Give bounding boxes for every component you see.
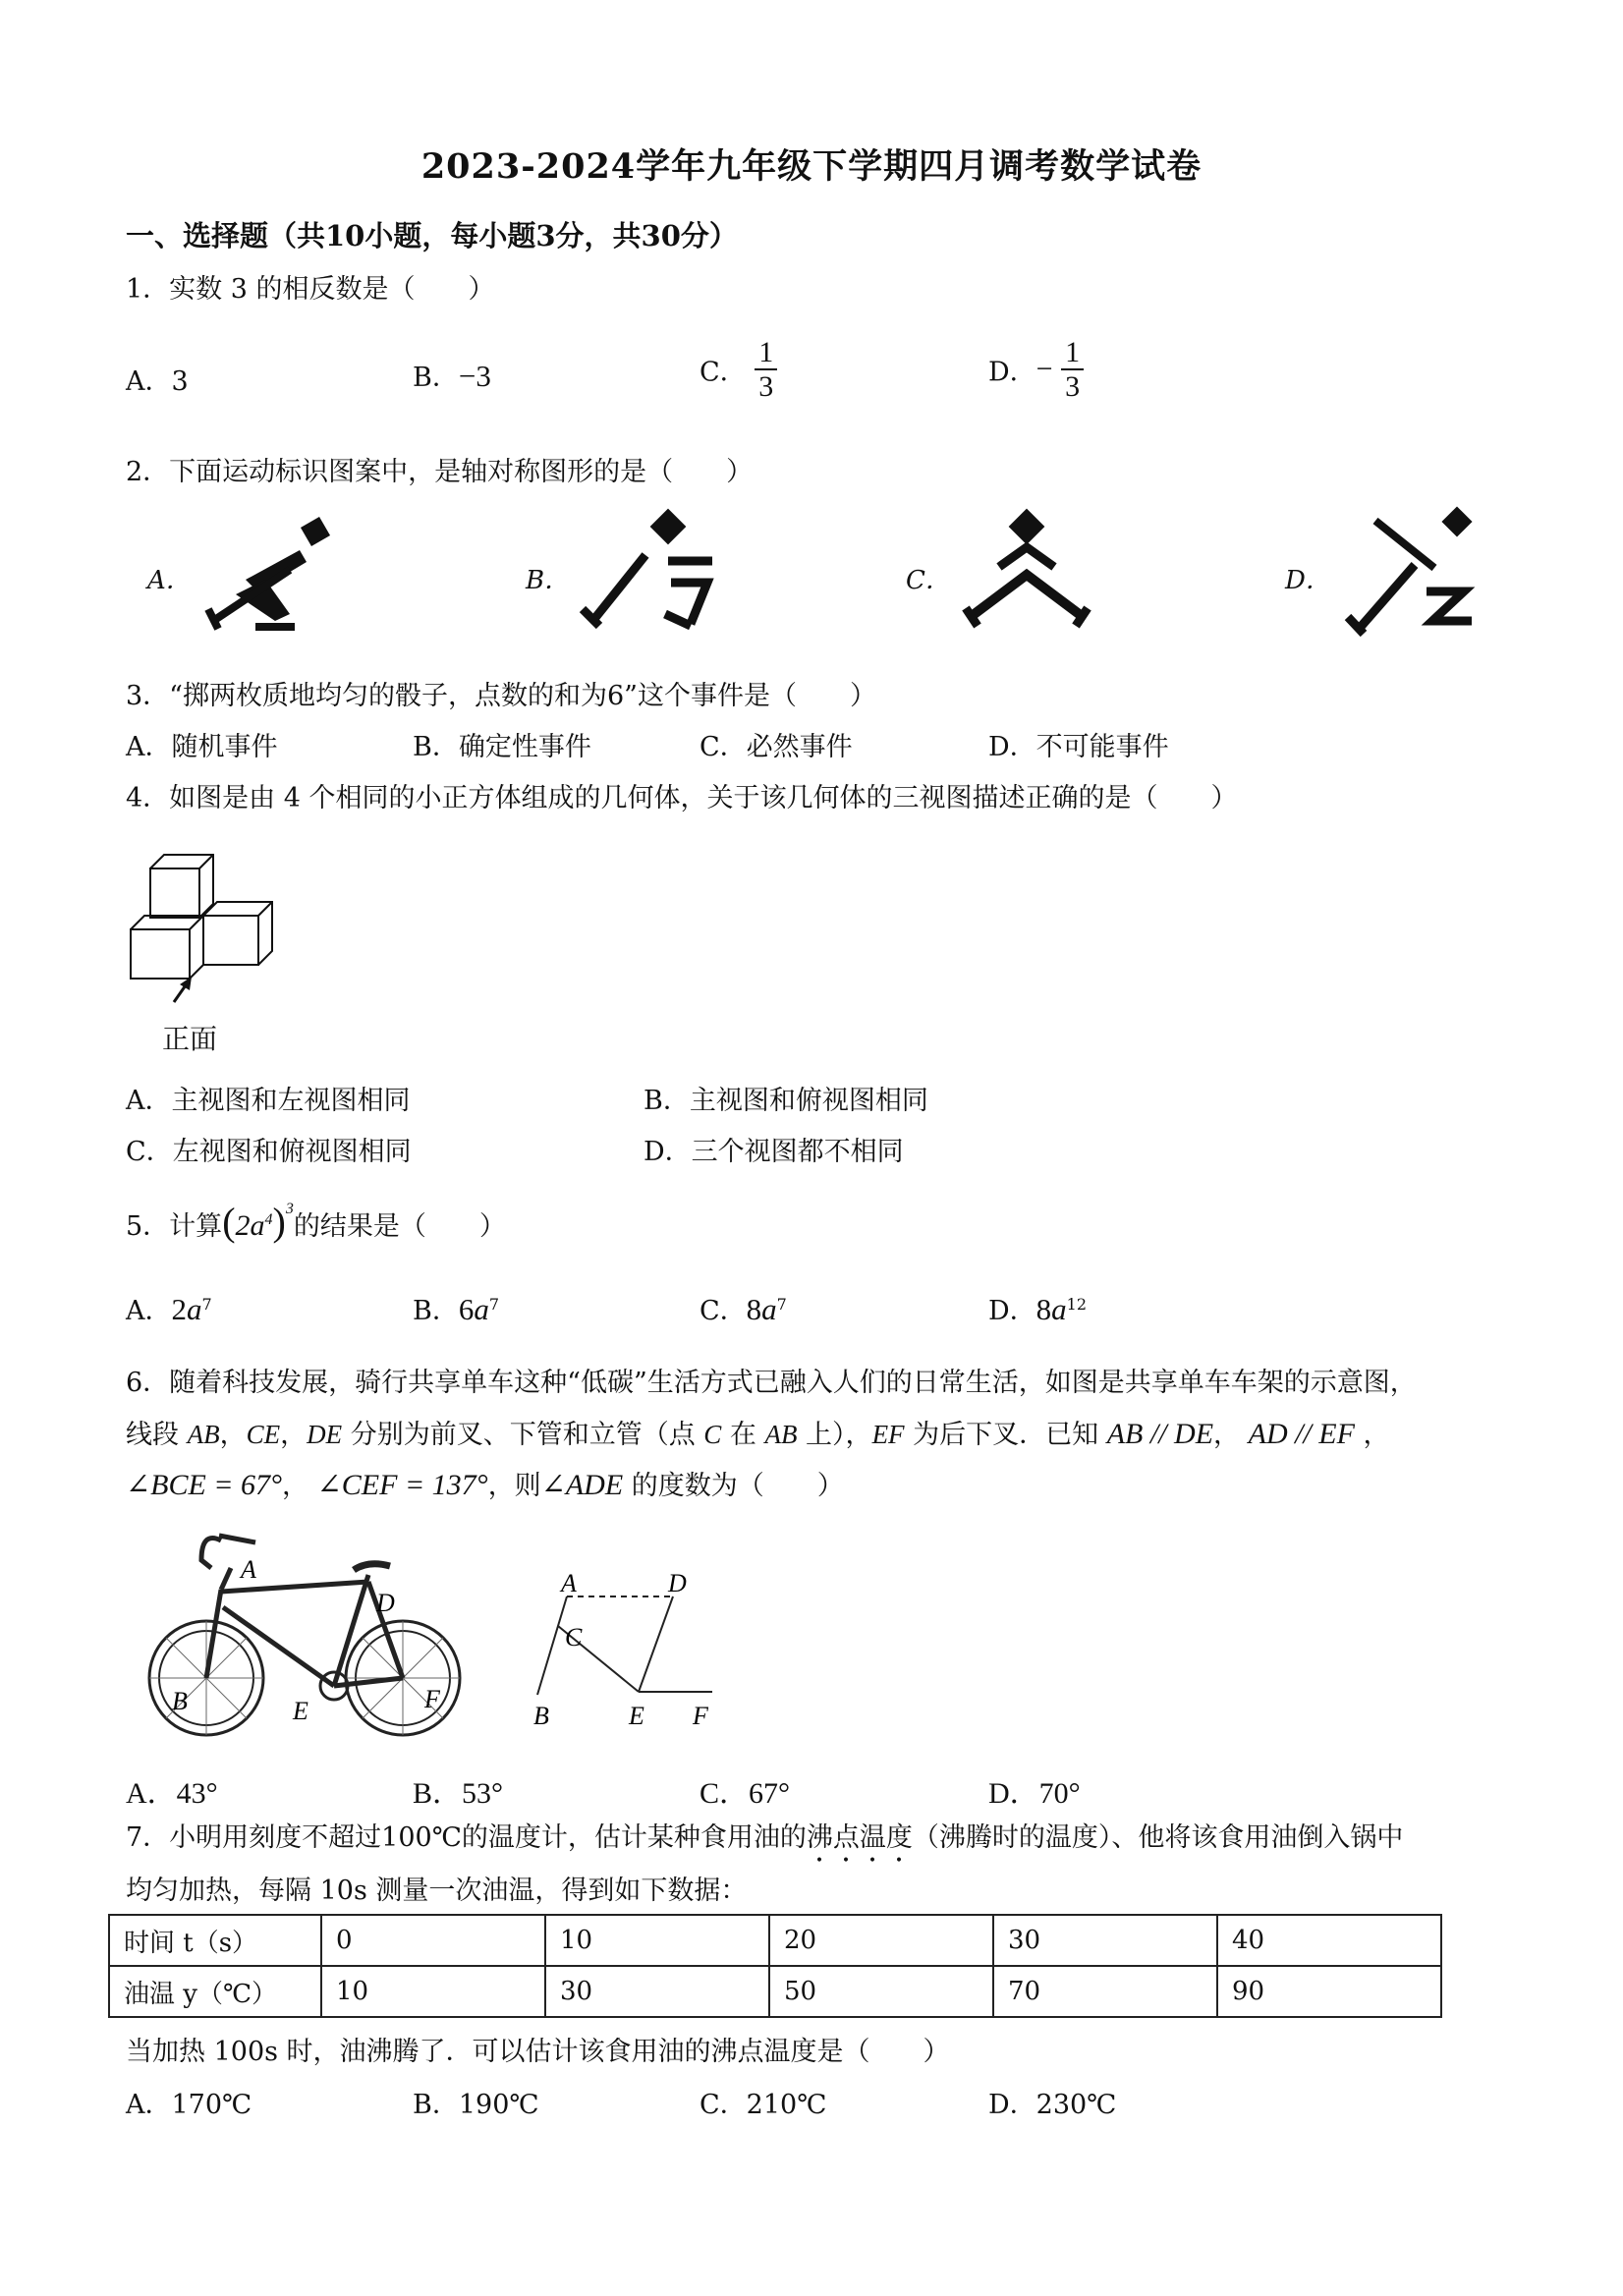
bike-label-f: F bbox=[424, 1685, 440, 1713]
q3-option-b[interactable]: B．确定性事件 bbox=[413, 732, 591, 762]
q5-suffix: 的结果是（ ） bbox=[293, 1211, 506, 1242]
bike-label-d: D bbox=[376, 1589, 395, 1617]
q1-option-c[interactable] bbox=[700, 336, 777, 403]
q6-option-b[interactable]: B．53° bbox=[413, 1777, 504, 1810]
q7-line3: 当加热 100s 时，油沸腾了．可以估计该食用油的沸点温度是（ ） bbox=[126, 2037, 950, 2067]
q7-emphasis-text: 沸点温度 bbox=[806, 1822, 913, 1853]
section-heading: 一、选择题（共10小题，每小题3分，共30分） bbox=[126, 219, 738, 252]
q2-text: 2．下面运动标识图案中，是轴对称图形的是（ ） bbox=[126, 457, 754, 487]
q7-line1-start: 7．小明用刻度不超过100℃的温度计，估计某种食用油的 bbox=[126, 1822, 807, 1853]
q1-option-a[interactable]: A．3 bbox=[126, 366, 189, 397]
q5-c-coef: 8 bbox=[746, 1292, 762, 1326]
q5-a-prefix: A． bbox=[126, 1296, 172, 1326]
q6-line2: 线段 AB，CE，DE 分别为前叉、下管和立管（点 C 在 AB 上），EF 为后下叉．已知 AB // DE， AD // EF ， bbox=[126, 1418, 1390, 1450]
q1-option-c-fraction bbox=[755, 336, 777, 403]
q5-b-exp: 7 bbox=[488, 1295, 500, 1314]
q7-line1-end: （沸腾时的温度）、他将该食用油倒入锅中 bbox=[912, 1822, 1404, 1853]
q1-option-d[interactable] bbox=[988, 336, 1084, 403]
table-cell: 20 bbox=[769, 1915, 993, 1966]
table-cell: 50 bbox=[769, 1966, 993, 2017]
hurdler-icon bbox=[1336, 501, 1483, 648]
diagram-label-d: D bbox=[668, 1569, 687, 1597]
q5-expr-inner-exp: 4 bbox=[264, 1211, 273, 1228]
q4-figure-label: 正面 bbox=[162, 1023, 218, 1055]
diagram-label-c: C bbox=[565, 1623, 583, 1652]
q5-option-b[interactable] bbox=[413, 1289, 499, 1327]
q5-a-coef: 2 bbox=[171, 1292, 187, 1326]
q4-option-c[interactable]: C．左视图和俯视图相同 bbox=[126, 1137, 412, 1167]
q7-line1 bbox=[126, 1816, 1403, 1869]
frame-diagram bbox=[526, 1562, 732, 1739]
q5-expr-outer-exp: 3 bbox=[285, 1201, 294, 1217]
q3-text: 3．“掷两枚质地均匀的骰子，点数的和为6”这个事件是（ ） bbox=[126, 681, 876, 711]
q5-d-var: a bbox=[1051, 1292, 1067, 1326]
runner-icon bbox=[575, 506, 722, 644]
q7-option-c[interactable]: C．210℃ bbox=[700, 2090, 827, 2120]
q3-option-a[interactable]: A．随机事件 bbox=[126, 732, 278, 762]
diagram-label-b: B bbox=[533, 1702, 549, 1730]
q1-option-c-prefix: C． bbox=[700, 357, 747, 388]
q1-option-b-prefix: B． bbox=[413, 363, 459, 393]
q1-d-numerator: 1 bbox=[1061, 336, 1084, 370]
q2-option-c-label[interactable]: C． bbox=[906, 566, 951, 595]
bike-label-e: E bbox=[293, 1697, 308, 1725]
q5-d-exp: 12 bbox=[1066, 1295, 1088, 1314]
diagram-label-a: A bbox=[561, 1569, 577, 1597]
q6-option-c[interactable]: C．67° bbox=[700, 1777, 791, 1810]
q5-b-coef: 6 bbox=[458, 1292, 475, 1326]
table-row-header: 油温 y（℃） bbox=[109, 1966, 321, 2017]
q5-c-var: a bbox=[761, 1292, 777, 1326]
q7-option-d[interactable]: D．230℃ bbox=[988, 2090, 1117, 2120]
q1-option-d-prefix: D． bbox=[988, 357, 1036, 388]
q4-text: 4．如图是由 4 个相同的小正方体组成的几何体，关于该几何体的三视图描述正确的是（ ） bbox=[126, 783, 1238, 813]
q5-option-c[interactable] bbox=[700, 1289, 787, 1327]
table-cell: 10 bbox=[545, 1915, 769, 1966]
q6-line1: 6．随着科技发展，骑行共享单车这种“低碳”生活方式已融入人们的日常生活，如图是共享单车车架的示意图， bbox=[126, 1368, 1417, 1398]
q4-option-b[interactable]: B．主视图和俯视图相同 bbox=[644, 1086, 928, 1116]
q5-expr-base: 2a bbox=[235, 1209, 265, 1242]
q4-option-a[interactable]: A．主视图和左视图相同 bbox=[126, 1086, 411, 1116]
bike-label-b: B bbox=[172, 1687, 188, 1715]
q1-c-numerator: 1 bbox=[755, 336, 777, 370]
table-cell: 0 bbox=[321, 1915, 545, 1966]
q6-option-d[interactable]: D．70° bbox=[988, 1777, 1081, 1810]
q5-b-prefix: B． bbox=[413, 1296, 459, 1326]
q3-option-c[interactable]: C．必然事件 bbox=[700, 732, 853, 762]
skiing-icon bbox=[196, 511, 334, 639]
table-cell: 10 bbox=[321, 1966, 545, 2017]
q6-line3: ∠BCE = 67°， ∠CEF = 137°，则∠ADE 的度数为（ ） bbox=[126, 1469, 844, 1501]
q1-text: 1．实数 3 的相反数是（ ） bbox=[126, 274, 495, 305]
q6-option-a[interactable]: A．43° bbox=[126, 1777, 218, 1810]
q4-option-d[interactable]: D．三个视图都不相同 bbox=[644, 1137, 904, 1167]
table-row bbox=[109, 1915, 1441, 1966]
q5-b-var: a bbox=[474, 1292, 489, 1326]
q1-c-denominator: 3 bbox=[758, 370, 774, 403]
q7-data-table bbox=[108, 1914, 1442, 2018]
q5-text bbox=[126, 1199, 506, 1245]
q2-option-d-label[interactable]: D． bbox=[1285, 566, 1331, 595]
q5-option-a[interactable] bbox=[126, 1289, 212, 1327]
q2-option-b-label[interactable]: B． bbox=[526, 566, 571, 595]
q5-expression: $(2a^4)^3$ bbox=[222, 1200, 294, 1244]
q5-a-var: a bbox=[187, 1292, 202, 1326]
cube-solid-figure bbox=[123, 847, 290, 1004]
q5-d-prefix: D． bbox=[988, 1296, 1036, 1326]
table-cell: 90 bbox=[1217, 1966, 1441, 2017]
bike-label-a: A bbox=[241, 1555, 256, 1584]
table-row bbox=[109, 1966, 1441, 2017]
q3-option-d[interactable]: D．不可能事件 bbox=[988, 732, 1169, 762]
table-row-header: 时间 t（s） bbox=[109, 1915, 321, 1966]
q5-d-coef: 8 bbox=[1035, 1292, 1052, 1326]
page-title: 2023-2024学年九年级下学期四月调考数学试卷 bbox=[420, 146, 1203, 187]
q1-option-b[interactable] bbox=[413, 356, 491, 394]
q1-d-denominator: 3 bbox=[1065, 370, 1081, 403]
symmetric-athlete-icon bbox=[958, 506, 1095, 644]
q5-c-exp: 7 bbox=[776, 1295, 787, 1314]
table-cell: 40 bbox=[1217, 1915, 1441, 1966]
q7-line2: 均匀加热，每隔 10s 测量一次油温，得到如下数据： bbox=[126, 1876, 748, 1906]
table-cell: 70 bbox=[993, 1966, 1217, 2017]
q7-option-b[interactable]: B．190℃ bbox=[413, 2090, 539, 2120]
q1-option-b-value: −3 bbox=[458, 359, 491, 393]
diagram-label-f: F bbox=[693, 1702, 708, 1730]
q5-a-exp: 7 bbox=[201, 1295, 212, 1314]
table-cell: 30 bbox=[993, 1915, 1217, 1966]
q5-c-prefix: C． bbox=[700, 1296, 747, 1326]
q7-option-a[interactable]: A．170℃ bbox=[126, 2090, 252, 2120]
table-cell: 30 bbox=[545, 1966, 769, 2017]
q5-option-d[interactable] bbox=[988, 1289, 1087, 1327]
q5-prefix: 5．计算 bbox=[126, 1211, 223, 1242]
q2-option-a-label[interactable]: A． bbox=[147, 566, 192, 595]
diagram-label-e: E bbox=[629, 1702, 644, 1730]
q1-d-sign: − bbox=[1035, 353, 1053, 385]
bicycle-figure bbox=[133, 1521, 486, 1737]
q1-option-d-fraction bbox=[1061, 336, 1084, 403]
